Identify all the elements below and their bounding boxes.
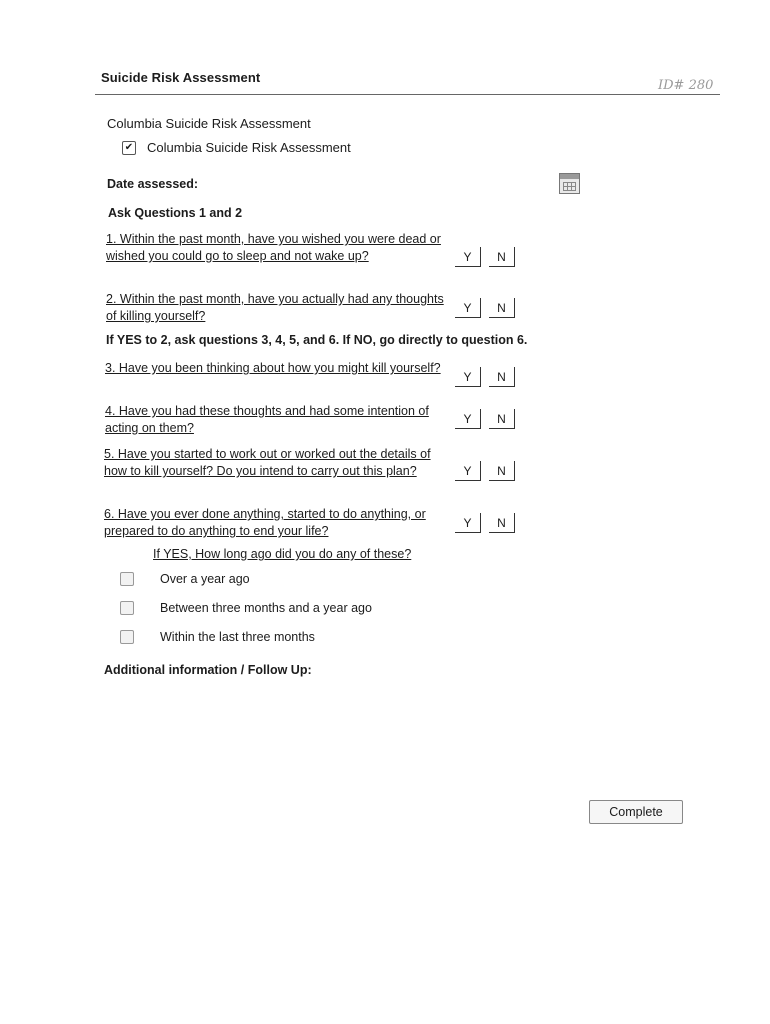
handwritten-id-note: ID# 280 <box>658 78 714 93</box>
assessment-checkbox-label: Columbia Suicide Risk Assessment <box>147 140 351 155</box>
question-3-answer <box>455 367 523 387</box>
question-6-answer <box>455 513 523 533</box>
question-2: 2. Within the past month, have you actually had any thoughts of killing yourself? <box>106 292 444 323</box>
question-6: 6. Have you ever done anything, started to do anything, or prepared to do anything to end your life? <box>104 507 426 538</box>
calendar-icon[interactable] <box>559 173 580 194</box>
question-1-answer <box>455 247 523 267</box>
q5-yes-button[interactable]: Y <box>455 461 481 481</box>
question-2-answer <box>455 298 523 318</box>
assessment-checkbox-row[interactable] <box>122 140 351 155</box>
option-three-months-to-year[interactable] <box>120 601 372 615</box>
q4-no-button[interactable]: N <box>489 409 515 429</box>
question-1: 1. Within the past month, have you wished you were dead or wished you could go to sleep and not wake up? <box>106 232 441 263</box>
option-label: Over a year ago <box>160 572 250 586</box>
ask-questions-heading: Ask Questions 1 and 2 <box>108 206 243 220</box>
question-5-answer <box>455 461 523 481</box>
followup-question: If YES, How long ago did you do any of these? <box>153 547 412 561</box>
q6-yes-button[interactable]: Y <box>455 513 481 533</box>
instruction-text: If YES to 2, ask questions 3, 4, 5, and 6. If NO, go directly to question 6. <box>106 333 528 347</box>
q4-yes-button[interactable]: Y <box>455 409 481 429</box>
option-checkbox[interactable] <box>120 630 134 644</box>
header-divider <box>95 94 720 95</box>
q6-no-button[interactable]: N <box>489 513 515 533</box>
date-assessed-label: Date assessed: <box>107 177 199 191</box>
option-checkbox[interactable] <box>120 601 134 615</box>
option-checkbox[interactable] <box>120 572 134 586</box>
q1-yes-button[interactable]: Y <box>455 247 481 267</box>
option-label: Between three months and a year ago <box>160 601 372 615</box>
q3-no-button[interactable]: N <box>489 367 515 387</box>
additional-info-label: Additional information / Follow Up: <box>104 663 312 677</box>
check-icon[interactable]: ✔ <box>122 141 136 155</box>
option-over-a-year[interactable] <box>120 572 250 586</box>
option-last-three-months[interactable] <box>120 630 315 644</box>
complete-button[interactable]: Complete <box>589 800 683 824</box>
q5-no-button[interactable]: N <box>489 461 515 481</box>
question-4-answer <box>455 409 523 429</box>
option-label: Within the last three months <box>160 630 315 644</box>
q1-no-button[interactable]: N <box>489 247 515 267</box>
page-title: Suicide Risk Assessment <box>101 70 261 85</box>
section-label: Columbia Suicide Risk Assessment <box>107 116 311 131</box>
q2-yes-button[interactable]: Y <box>455 298 481 318</box>
q3-yes-button[interactable]: Y <box>455 367 481 387</box>
question-3: 3. Have you been thinking about how you might kill yourself? <box>105 361 441 375</box>
question-5: 5. Have you started to work out or worked out the details of how to kill yourself? Do you intend to carry out this plan? <box>104 447 431 478</box>
q2-no-button[interactable]: N <box>489 298 515 318</box>
question-4: 4. Have you had these thoughts and had some intention of acting on them? <box>105 404 429 435</box>
